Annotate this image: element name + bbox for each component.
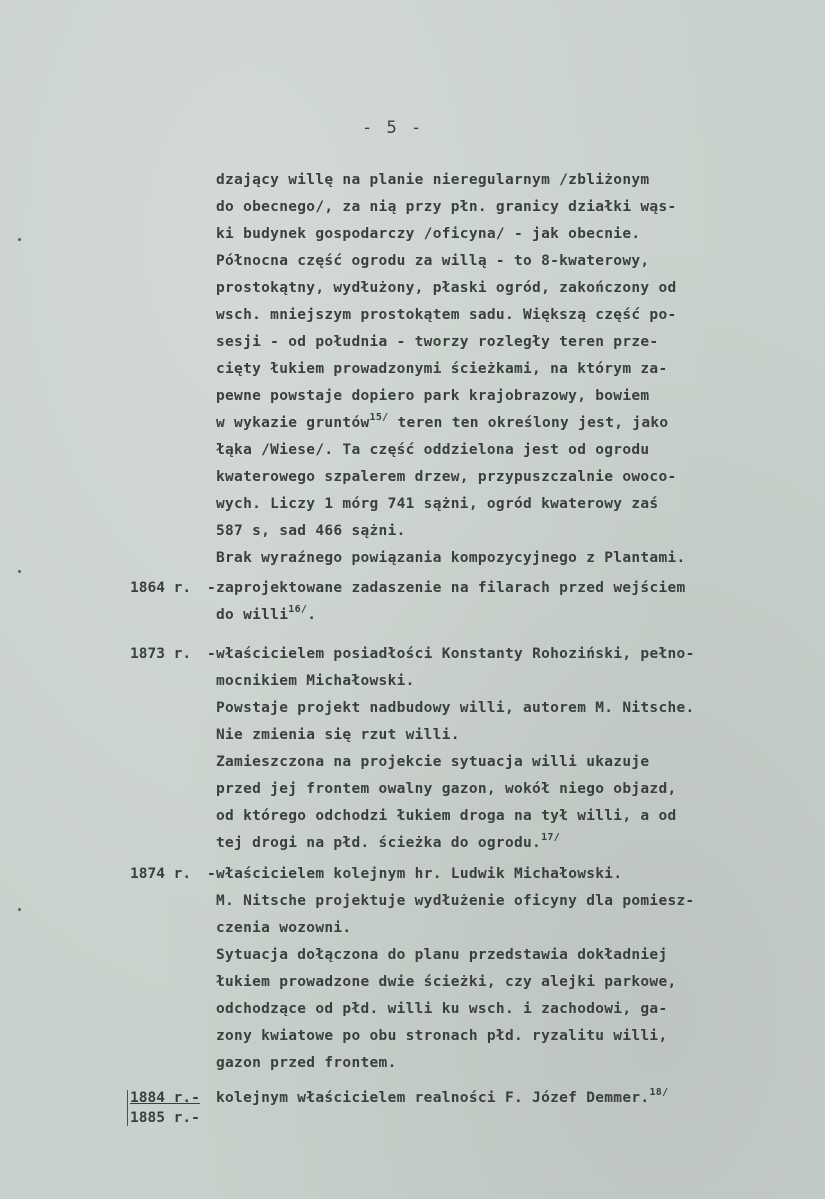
text-line: -właścicielem kolejnym hr. Ludwik Michałowski.: [207, 866, 623, 882]
text-fragment: kolejnym właścicielem realności F. Józef Demmer.: [216, 1090, 650, 1106]
text-line: -właścicielem posiadłości Konstanty Rohoziński, pełno-: [207, 646, 695, 662]
text-fragment: w wykazie gruntów: [216, 415, 370, 431]
text-line: mocnikiem Michałowski.: [216, 673, 415, 689]
entry-year-1864: 1864 r.: [130, 580, 192, 596]
text-line: czenia wozowni.: [216, 920, 352, 936]
text-line: [216, 1087, 669, 1106]
margin-mark: [18, 908, 21, 911]
text-line: łukiem prowadzone dwie ścieżki, czy alejki parkowe,: [216, 974, 677, 990]
text-fragment: tej drogi na płd. ścieżka do ogrodu.: [216, 835, 542, 851]
text-line: wych. Liczy 1 mórg 741 sążni, ogród kwaterowy zaś: [216, 496, 659, 512]
entry-year-1873: 1873 r.: [130, 646, 192, 662]
page-number: - 5 -: [362, 118, 424, 138]
text-line: pewne powstaje dopiero park krajobrazowy, bowiem: [216, 388, 650, 404]
text-line: Nie zmienia się rzut willi.: [216, 727, 460, 743]
text-line: Powstaje projekt nadbudowy willi, autorem M. Nitsche.: [216, 700, 695, 716]
text-line: zony kwiatowe po obu stronach płd. ryzalitu willi,: [216, 1028, 668, 1044]
text-line: [216, 832, 561, 851]
text-line: gazon przed frontem.: [216, 1055, 397, 1071]
text-line: cięty łukiem prowadzonymi ścieżkami, na którym za-: [216, 361, 668, 377]
text-line: Sytuacja dołączona do planu przedstawia dokładniej: [216, 947, 668, 963]
bracket-line: [127, 1090, 128, 1126]
entry-year-1884: 1884 r.-: [130, 1090, 200, 1106]
text-line: [216, 412, 669, 431]
entry-year-1885: 1885 r.-: [130, 1110, 200, 1126]
text-line: Brak wyraźnego powiązania kompozycyjnego z Plantami.: [216, 550, 686, 566]
text-fragment: .: [307, 607, 317, 623]
footnote-ref-15: 15/: [369, 412, 389, 423]
footnote-ref-18: 18/: [649, 1087, 669, 1098]
text-line: M. Nitsche projektuje wydłużenie oficyny dla pomiesz-: [216, 893, 695, 909]
text-line: przed jej frontem owalny gazon, wokół niego objazd,: [216, 781, 677, 797]
text-line: wsch. mniejszym prostokątem sadu. Większą część po-: [216, 307, 677, 323]
text-line: [216, 604, 317, 623]
text-line: Północna część ogrodu za willą - to 8-kwaterowy,: [216, 253, 650, 269]
entry-year-1874: 1874 r.: [130, 866, 192, 882]
margin-mark: [18, 238, 21, 241]
text-fragment: teren ten określony jest, jako: [388, 415, 669, 431]
text-line: 587 s, sad 466 sążni.: [216, 523, 406, 539]
text-line: ki budynek gospodarczy /oficyna/ - jak obecnie.: [216, 226, 641, 242]
text-line: do obecnego/, za nią przy płn. granicy działki wąs-: [216, 199, 677, 215]
text-line: kwaterowego szpalerem drzew, przypuszczalnie owoco-: [216, 469, 677, 485]
text-line: prostokątny, wydłużony, płaski ogród, zakończony od: [216, 280, 677, 296]
text-line: łąka /Wiese/. Ta część oddzielona jest od ogrodu: [216, 442, 650, 458]
text-line: odchodzące od płd. willi ku wsch. i zachodowi, ga-: [216, 1001, 668, 1017]
footnote-ref-16: 16/: [288, 604, 308, 615]
margin-mark: [18, 570, 21, 573]
footnote-ref-17: 17/: [541, 832, 561, 843]
text-line: Zamieszczona na projekcie sytuacja willi ukazuje: [216, 754, 650, 770]
text-line: -zaprojektowane zadaszenie na filarach przed wejściem: [207, 580, 686, 596]
text-line: sesji - od południa - tworzy rozległy teren prze-: [216, 334, 659, 350]
text-line: od którego odchodzi łukiem droga na tył willi, a od: [216, 808, 677, 824]
text-line: dzający willę na planie nieregularnym /zbliżonym: [216, 172, 650, 188]
text-fragment: do willi: [216, 607, 289, 623]
